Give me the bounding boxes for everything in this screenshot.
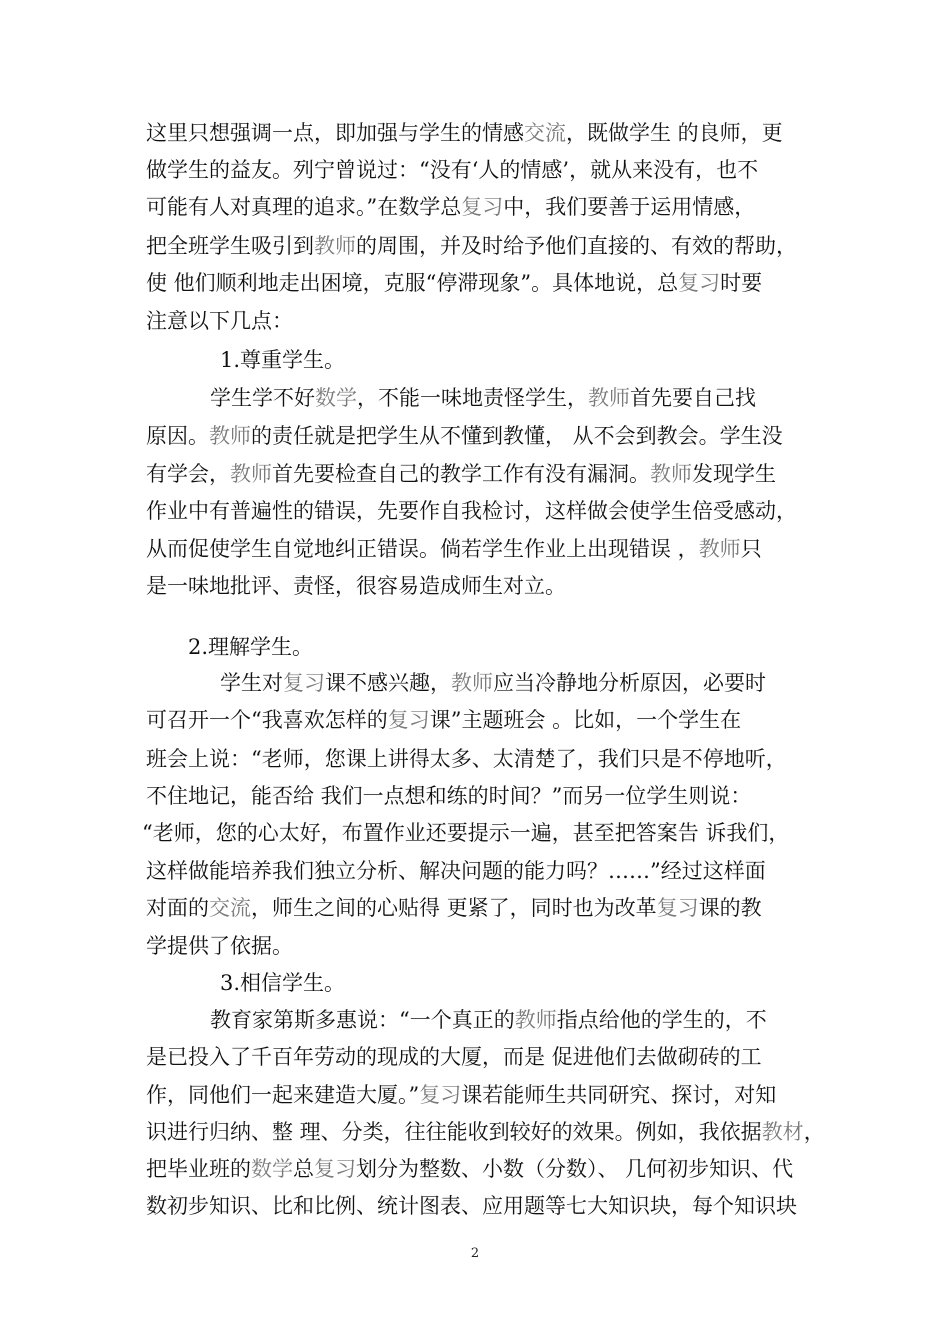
text-line bbox=[146, 116, 783, 150]
text-segment: 这样做能培养我们独立分析、解决问题的能力吗？……”经过这样面 bbox=[146, 859, 766, 883]
text-line bbox=[146, 304, 293, 338]
keyword-link[interactable]: 复习 bbox=[387, 708, 430, 732]
keyword-link[interactable]: 教师 bbox=[314, 234, 356, 258]
keyword-link[interactable]: 交流 bbox=[209, 896, 251, 920]
text-line bbox=[146, 929, 293, 963]
text-segment: 首先要检查自己的教学工作有没有漏洞。 bbox=[272, 462, 650, 486]
text-line bbox=[146, 569, 566, 603]
text-segment: 作业中有普遍性的错误，先要作自我检讨，这样做会使学生倍受感动， bbox=[146, 499, 797, 523]
text-segment: 从而促使学生自觉地纠正错误。倘若学生作业上出现错误 ， bbox=[146, 537, 699, 561]
text-line bbox=[146, 532, 762, 566]
text-line bbox=[142, 816, 789, 850]
text-line bbox=[146, 703, 741, 737]
text-segment: 应当冷静地分析原因，必要时 bbox=[493, 671, 766, 695]
keyword-link[interactable]: 数学 bbox=[251, 1157, 293, 1181]
keyword-link[interactable]: 教师 bbox=[514, 1008, 557, 1032]
text-segment: ，师生之间的心贴得 更紧了，同时也为改革 bbox=[251, 896, 657, 920]
text-segment: 课不感兴趣， bbox=[325, 671, 451, 695]
text-line bbox=[146, 419, 783, 453]
text-segment: 对面的 bbox=[146, 896, 209, 920]
text-segment: 可召开一个“我喜欢怎样的 bbox=[146, 708, 388, 732]
text-line bbox=[220, 343, 345, 377]
text-segment: 1.尊重学生。 bbox=[220, 348, 346, 372]
text-segment: 把毕业班的 bbox=[146, 1157, 251, 1181]
keyword-link[interactable]: 数学 bbox=[315, 386, 357, 410]
keyword-link[interactable]: 教师 bbox=[209, 424, 251, 448]
text-segment: 做学生的益友。列宁曾说过：“没有‘人的情感’，就从来没有，也不 bbox=[146, 158, 759, 182]
text-segment: 划分为整数、小数（分数）、 几何初步知识、代 bbox=[356, 1157, 794, 1181]
text-segment: 使 他们顺利地走出困境，克服“停滞现象”。具体地说，总 bbox=[146, 271, 679, 295]
text-line bbox=[146, 1152, 793, 1186]
text-segment: 原因。 bbox=[146, 424, 209, 448]
keyword-link[interactable]: 教师 bbox=[230, 462, 272, 486]
text-segment: 是一味地批评、责怪，很容易造成师生对立。 bbox=[146, 574, 566, 598]
keyword-link[interactable]: 复习 bbox=[656, 896, 699, 920]
text-segment: 3.相信学生。 bbox=[220, 971, 346, 995]
text-segment: 课若能师生共同研究、探讨，对知 bbox=[461, 1083, 777, 1107]
page-number: 2 bbox=[470, 1246, 480, 1261]
text-line bbox=[146, 494, 797, 528]
text-segment: 中，我们要善于运用情感， bbox=[503, 195, 756, 219]
keyword-link[interactable]: 复习 bbox=[283, 671, 325, 695]
text-segment: ，既做学生 的良师，更 bbox=[566, 121, 783, 145]
text-segment: 数初步知识、比和比例、统计图表、应用题等七大知识块，每个知识块 bbox=[146, 1194, 797, 1218]
text-segment: 学生对 bbox=[220, 671, 283, 695]
text-line bbox=[146, 266, 762, 300]
text-line bbox=[146, 229, 797, 263]
text-line bbox=[146, 1189, 797, 1223]
keyword-link[interactable]: 教师 bbox=[650, 462, 692, 486]
text-segment: 总 bbox=[293, 1157, 314, 1181]
keyword-link[interactable]: 交流 bbox=[524, 121, 566, 145]
text-line bbox=[146, 1115, 825, 1149]
text-segment: 发现学生 bbox=[692, 462, 776, 486]
text-segment: 作，同他们一起来建造大厦。” bbox=[146, 1083, 420, 1107]
text-segment: 的周围，并及时给予他们直接的、有效的帮助， bbox=[356, 234, 797, 258]
text-segment: 可能有人对真理的追求。”在数学总 bbox=[146, 195, 462, 219]
keyword-link[interactable]: 复习 bbox=[461, 195, 504, 219]
text-line bbox=[146, 457, 776, 491]
keyword-link[interactable]: 教师 bbox=[451, 671, 493, 695]
text-line bbox=[146, 1078, 776, 1112]
text-line bbox=[146, 153, 758, 187]
text-segment: 不住地记，能否给 我们一点想和练的时间？”而另一位学生则说： bbox=[146, 784, 752, 808]
text-line bbox=[146, 891, 762, 925]
text-segment: 首先要自己找 bbox=[630, 386, 756, 410]
text-line bbox=[146, 190, 755, 224]
text-segment: 的责任就是把学生从不懂到教懂， 从不会到教会。学生没 bbox=[251, 424, 783, 448]
keyword-link[interactable]: 教材 bbox=[761, 1120, 804, 1144]
text-segment: 课”主题班会 。比如，一个学生在 bbox=[429, 708, 742, 732]
text-segment: 学生学不好 bbox=[210, 386, 315, 410]
keyword-link[interactable]: 复习 bbox=[678, 271, 721, 295]
text-segment: 班会上说：“老师，您课上讲得太多、太清楚了，我们只是不停地听， bbox=[146, 747, 787, 771]
text-line bbox=[220, 666, 766, 700]
text-line bbox=[220, 966, 345, 1000]
text-line bbox=[146, 742, 787, 776]
text-segment: 时要 bbox=[720, 271, 763, 295]
text-segment: 注意以下几点： bbox=[146, 309, 293, 333]
text-segment: 指点给他的学生的，不 bbox=[556, 1008, 767, 1032]
text-segment: 课的教 bbox=[698, 896, 762, 920]
text-segment: 只 bbox=[740, 537, 762, 561]
text-segment: 教育家第斯多惠说：“一个真正的 bbox=[210, 1008, 515, 1032]
text-segment: 这里只想强调一点，即加强与学生的情感 bbox=[146, 121, 524, 145]
text-line bbox=[210, 381, 756, 415]
keyword-link[interactable]: 复习 bbox=[314, 1157, 356, 1181]
text-segment: ， bbox=[803, 1120, 825, 1144]
text-segment: “老师，您的心太好，布置作业还要提示一遍，甚至把答案告 诉我们， bbox=[142, 821, 790, 845]
keyword-link[interactable]: 教师 bbox=[588, 386, 630, 410]
text-line bbox=[210, 1003, 767, 1037]
text-segment: 有学会， bbox=[146, 462, 230, 486]
text-segment: 2.理解学生。 bbox=[188, 635, 314, 659]
keyword-link[interactable]: 复习 bbox=[419, 1083, 462, 1107]
text-line bbox=[188, 630, 313, 664]
text-segment: 识进行归纳、整 理、分类，往往能收到较好的效果。例如，我依据 bbox=[146, 1120, 762, 1144]
text-segment: ，不能一味地责怪学生， bbox=[357, 386, 588, 410]
text-line bbox=[146, 779, 751, 813]
text-segment: 学提供了依据。 bbox=[146, 934, 293, 958]
text-segment: 把全班学生吸引到 bbox=[146, 234, 314, 258]
text-line bbox=[146, 1040, 762, 1074]
text-segment: 是已投入了千百年劳动的现成的大厦，而是 促进他们去做砌砖的工 bbox=[146, 1045, 762, 1069]
text-line bbox=[146, 854, 766, 888]
keyword-link[interactable]: 教师 bbox=[698, 537, 741, 561]
